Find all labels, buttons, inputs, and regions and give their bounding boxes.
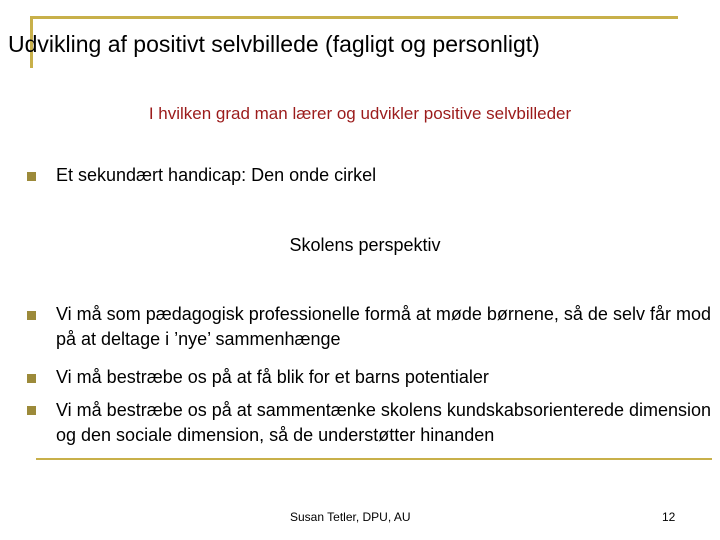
page-number: 12 — [662, 510, 676, 524]
bullet-item: Et sekundært handicap: Den onde cirkel — [56, 165, 377, 185]
top-rule — [30, 16, 678, 19]
bottom-rule — [36, 458, 712, 460]
bullet-item: Vi må som pædagogisk professionelle formå at møde børnene, så de selv får mod på at deltage i ’nye’ sammenhænge — [56, 304, 711, 349]
bullet-marker-icon — [27, 172, 36, 181]
slide-subtitle: I hvilken grad man lærer og udvikler positive selvbilleder — [148, 104, 572, 123]
slide-title: Udvikling af positivt selvbillede (fagligt og personligt) — [8, 31, 540, 57]
bullet-marker-icon — [27, 374, 36, 383]
bullet-marker-icon — [27, 406, 36, 415]
bullet-item: Vi må bestræbe os på at sammentænke skolens kundskabsorienterede dimension og den sociale dimension, så de understøtter hinanden — [56, 400, 712, 445]
section-heading: Skolens perspektiv — [289, 235, 441, 255]
footer-author: Susan Tetler, DPU, AU — [290, 510, 411, 524]
bullet-item: Vi må bestræbe os på at få blik for et barns potentialer — [56, 367, 489, 387]
bullet-marker-icon — [27, 311, 36, 320]
